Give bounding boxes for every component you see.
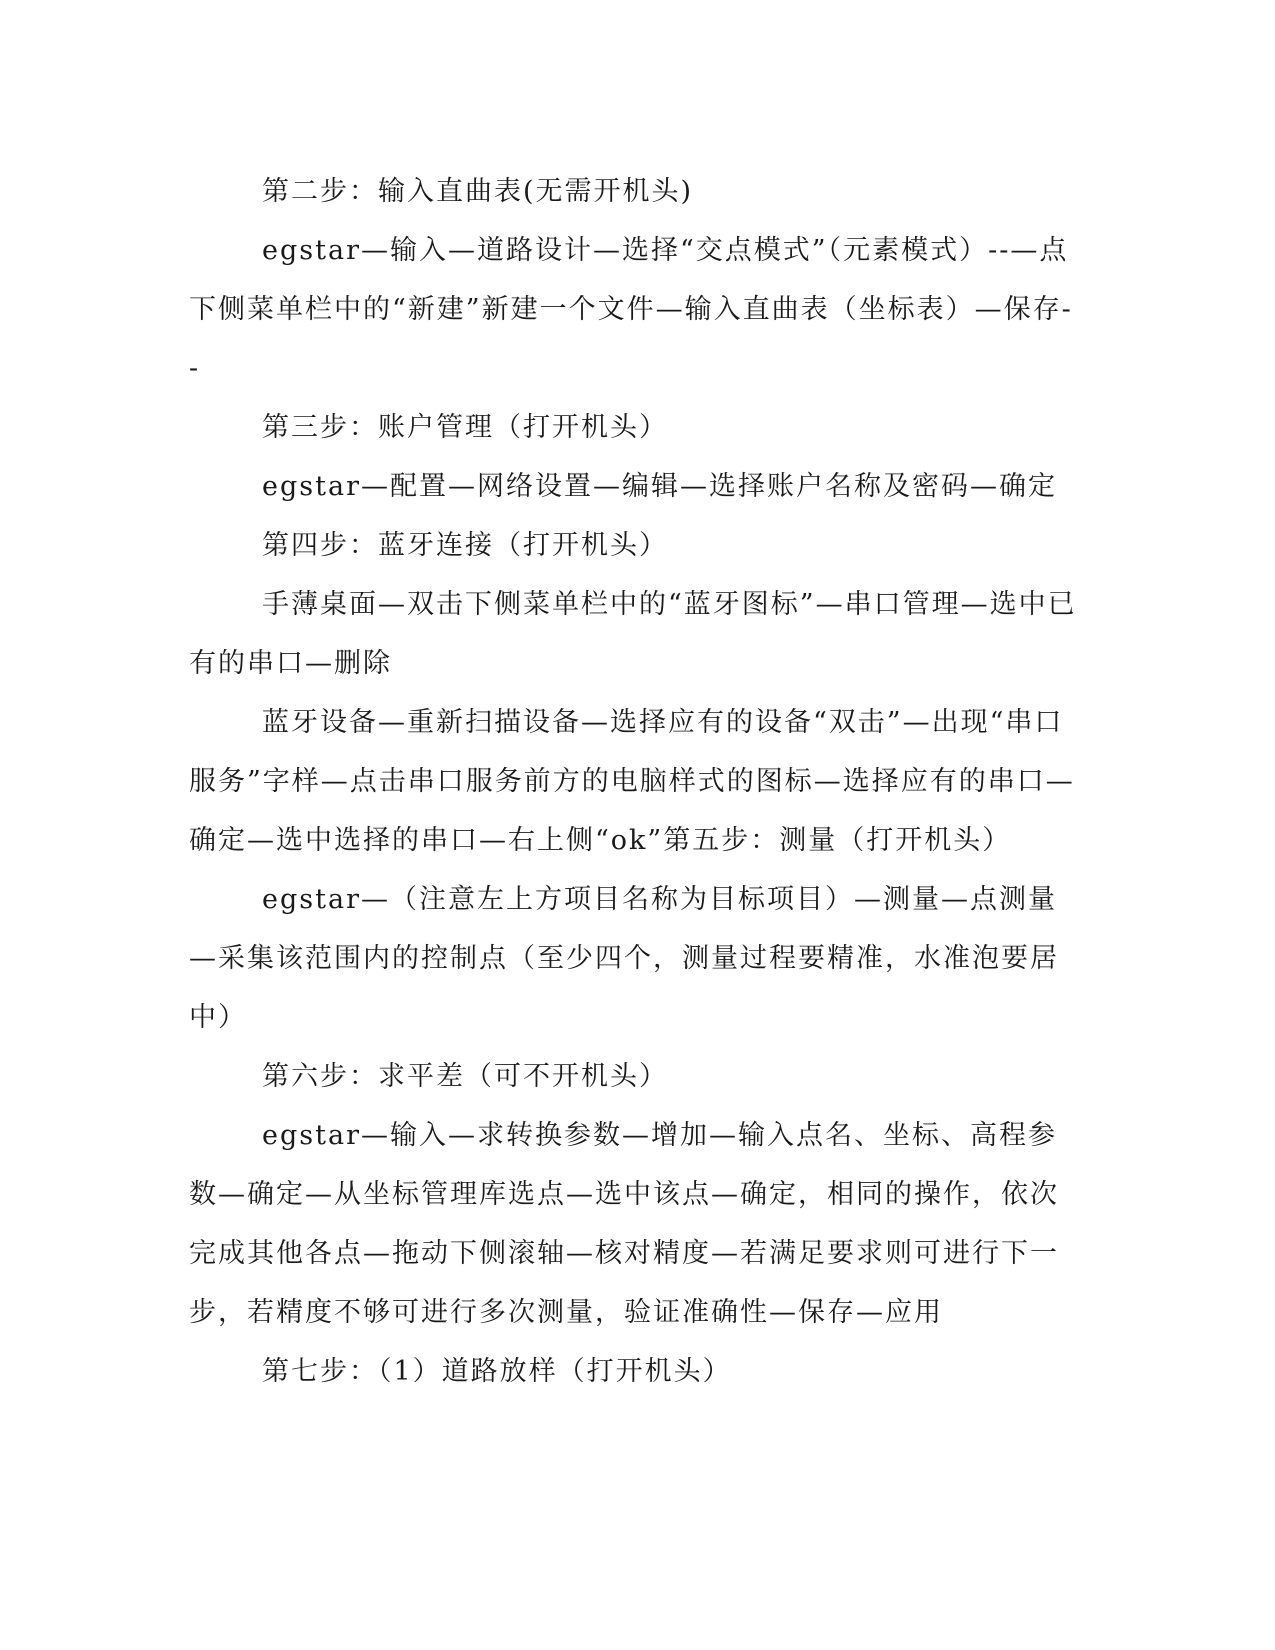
step6-heading: 第六步：求平差（可不开机头）: [262, 1061, 668, 1092]
step3-instructions: egstar—配置—网络设置—编辑—选择账户名称及密码—确定: [262, 471, 1057, 502]
step4-instructions-b: 蓝牙设备—重新扫描设备—选择应有的设备“双击”—出现“串口服务”字样—点击串口服务前方的电脑样式的图标—选择应有的串口—确定—选中选择的串口—右上侧“ok”第五步：测量（打开机头）: [189, 707, 1075, 856]
step2-instructions: egstar—输入—道路设计—选择“交点模式”（元素模式）--—点下侧菜单栏中的“新建”新建一个文件—输入直曲表（坐标表）—保存--: [189, 235, 1073, 384]
step5-instructions: egstar—（注意左上方项目名称为目标项目）—测量—点测量—采集该范围内的控制点（至少四个，测量过程要精准，水准泡要居中）: [189, 884, 1059, 1033]
step4-heading: 第四步：蓝牙连接（打开机头）: [262, 530, 668, 561]
step4-instructions-a: 手薄桌面—双击下侧菜单栏中的“蓝牙图标”—串口管理—选中已有的串口—删除: [189, 589, 1077, 679]
step7-heading: 第七步：（1）道路放样（打开机头）: [262, 1356, 732, 1387]
step6-instructions: egstar—输入—求转换参数—增加—输入点名、坐标、高程参数—确定—从坐标管理库选点—选中该点—确定，相同的操作，依次完成其他各点—拖动下侧滚轴—核对精度—若满足要求则可进行下一步，若精度不够可进行多次测量，验证准确性—保存—应用: [189, 1120, 1059, 1328]
step2-heading: 第二步：输入直曲表(无需开机头): [262, 176, 694, 207]
step3-heading: 第三步：账户管理（打开机头）: [262, 412, 668, 443]
document-body: [189, 162, 1079, 1401]
